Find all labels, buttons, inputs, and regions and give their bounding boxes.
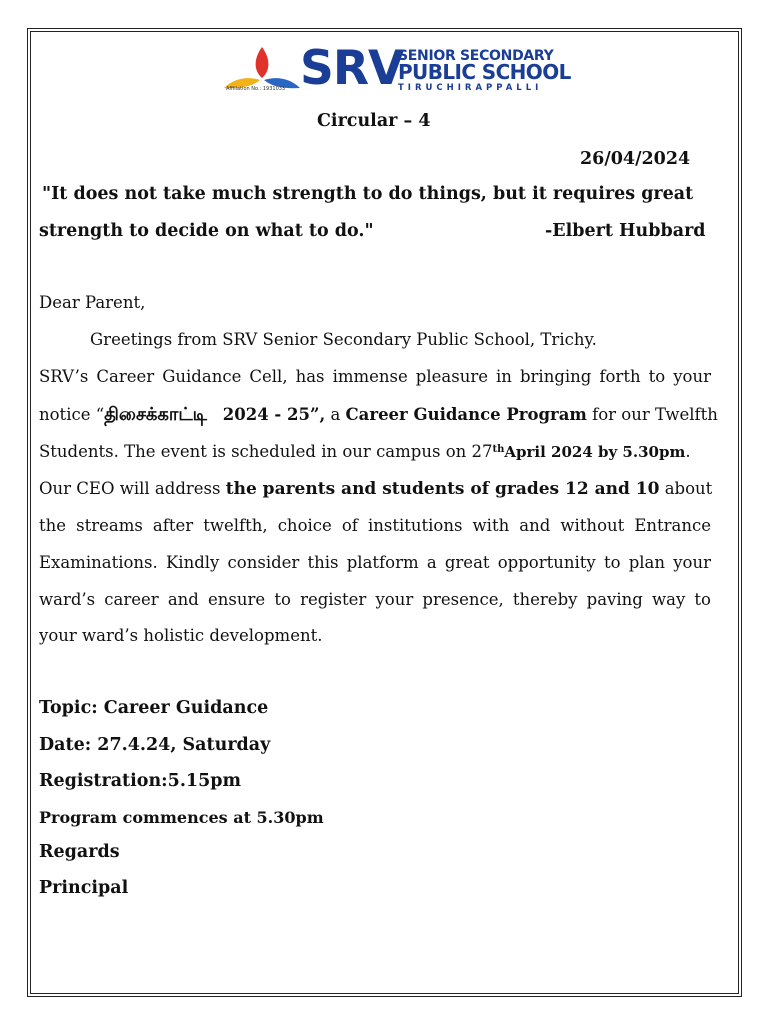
signatory: Principal: [39, 878, 129, 898]
logo-line-3: TIRUCHIRAPPALLI: [398, 83, 543, 93]
body-line-6: Examinations. Kindly consider this platform a great opportunity to plan your: [39, 553, 711, 572]
date-suffix: th: [492, 444, 505, 455]
logo-line-2: PUBLIC SCHOOL: [398, 60, 571, 84]
body-line-4: [39, 479, 711, 499]
salutation: Dear Parent,: [39, 293, 146, 312]
program-name-tamil: திசைக்காட்டி: [104, 404, 207, 425]
registration-time: Registration:5.15pm: [39, 771, 242, 791]
circular-date: 26/04/2024: [580, 149, 691, 169]
body-text: .: [685, 442, 691, 461]
audience: the parents and students of grades 12 and 10: [225, 479, 660, 499]
body-line-7: ward’s career and ensure to register your presence, thereby paving way to: [39, 590, 711, 609]
body-line-2: [39, 404, 718, 427]
quote-author: -Elbert Hubbard: [545, 221, 706, 241]
body-line-3: [39, 442, 711, 461]
school-logo: [222, 41, 571, 98]
logo-brand: SRV: [300, 41, 404, 96]
greeting: Greetings from SRV Senior Secondary Public School, Trichy.: [90, 330, 597, 349]
topic: Topic: Career Guidance: [39, 698, 269, 718]
body-text: Our CEO will address: [39, 479, 226, 498]
program-start: Program commences at 5.30pm: [39, 808, 324, 827]
body-text: Students. The event is scheduled in our campus on 27: [39, 442, 493, 461]
quote-line-1: "It does not take much strength to do things, but it requires great: [42, 184, 694, 204]
program-type: Career Guidance Program: [345, 405, 587, 424]
body-text: a: [325, 405, 346, 424]
event-date-time: April 2024 by 5.30pm: [504, 443, 686, 461]
logo-line-1: SENIOR SECONDARY: [398, 48, 554, 64]
page-border: [30, 31, 739, 994]
body-text: about: [659, 479, 713, 498]
body-line-5: the streams after twelfth, choice of institutions with and without Entrance: [39, 516, 711, 535]
program-year: 2024 - 25”,: [222, 405, 326, 424]
body-text: notice “: [39, 405, 105, 424]
body-line-1: SRV’s Career Guidance Cell, has immense pleasure in bringing forth to your: [39, 367, 711, 386]
affiliation-number: Affiliation No.: 1931033: [226, 86, 286, 92]
circular-title: Circular – 4: [317, 111, 431, 131]
body-text: for our Twelfth: [586, 405, 718, 424]
regards: Regards: [39, 842, 120, 862]
event-date: Date: 27.4.24, Saturday: [39, 735, 271, 755]
quote-line-2: strength to decide on what to do.": [39, 221, 374, 241]
flame-emblem-icon: [222, 44, 302, 92]
body-line-8: your ward’s holistic development.: [39, 626, 323, 645]
